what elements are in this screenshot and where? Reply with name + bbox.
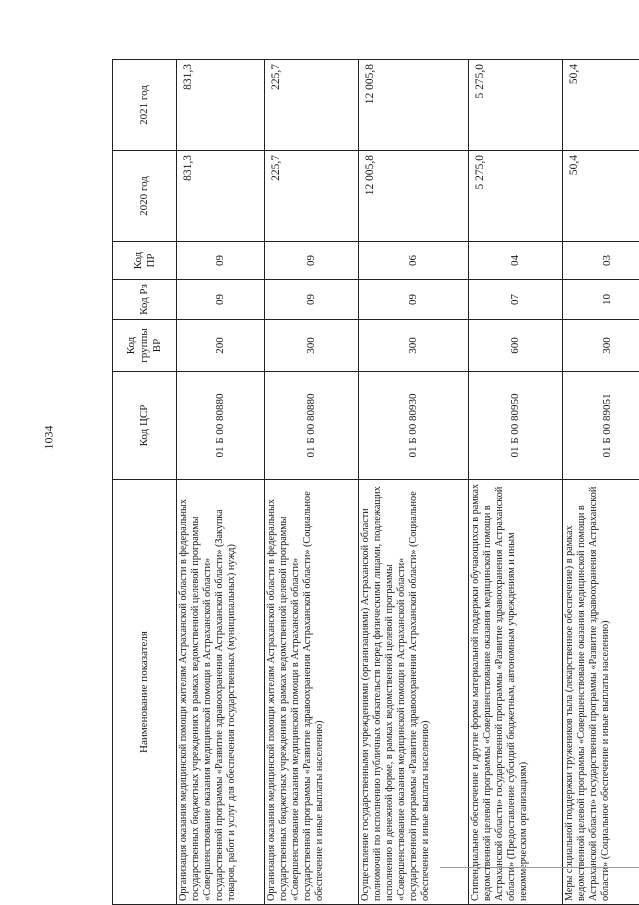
row-2021: 50,4 bbox=[563, 60, 639, 151]
row-vr: 300 bbox=[563, 320, 639, 372]
row-2020: 12 005,8 bbox=[359, 151, 469, 242]
row-2021: 5 275,0 bbox=[469, 60, 563, 151]
row-rz: 10 bbox=[563, 280, 639, 320]
row-name: Меры социальной поддержки тружеников тыла (лекарственное обеспечение) в рамках ведомственной целевой программы «Совершенствование оказания медицинской помощи в Астраханской области» государственной программы «Развитие здравоохранения Астраханской области» (Социальное обеспечение и иные выплаты населению) bbox=[563, 480, 639, 905]
row-pr: 06 bbox=[359, 242, 469, 280]
row-2020: 831,3 bbox=[177, 151, 265, 242]
row-vr: 300 bbox=[359, 320, 469, 372]
row-rz: 09 bbox=[265, 280, 359, 320]
row-name: Организация оказания медицинской помощи жителям Астраханской области в федеральных государственных бюджетных учреждениях в рамках ведомственной целевой программы «Совершенствование оказания медицинской помощи в Астраханской области» государственной программы «Развитие здравоохранения Астраханской области» (Социальное обеспечение и иные выплаты населению) bbox=[265, 480, 359, 905]
row-pr: 09 bbox=[177, 242, 265, 280]
row-pr: 09 bbox=[265, 242, 359, 280]
scan-edge-line bbox=[440, 867, 639, 868]
header-pr: Код ПР bbox=[113, 242, 177, 280]
row-2021: 831,3 bbox=[177, 60, 265, 151]
row-csr: 01 Б 00 80950 bbox=[469, 372, 563, 480]
row-name: Стипендиальное обеспечение и другие формы материальной поддержки обучающихся в рамках ведомственной целевой программы «Совершенствование оказания медицинской помощи в Астраханской области» государственной программы «Развитие здравоохранения Астраханской области» (Предоставление субсидий бюджетным, автономным учреждениям и иным некоммерческим организациям) bbox=[469, 480, 563, 905]
row-name: Осуществление государственными учреждениями (организациями) Астраханской области полномочий по исполнению публичных обязательств перед физическими лицами, подлежащих исполнению в денежной форме, в рамках ведомственной целевой программы «Совершенствование оказания медицинской помощи в Астраханской области» государственной программы «Развитие здравоохранения Астраханской области» (Социальное обеспечение и иные выплаты населению) bbox=[359, 480, 469, 905]
row-vr: 200 bbox=[177, 320, 265, 372]
table-row bbox=[177, 60, 265, 905]
row-rz: 07 bbox=[469, 280, 563, 320]
header-rz: Код Рз bbox=[113, 280, 177, 320]
budget-table-container bbox=[112, 60, 614, 905]
header-2021: 2021 год bbox=[113, 60, 177, 151]
table-header-row bbox=[113, 60, 177, 905]
table-row bbox=[359, 60, 469, 905]
page-number: 1034 bbox=[41, 425, 56, 450]
header-csr: Код ЦСР bbox=[113, 372, 177, 480]
row-pr: 04 bbox=[469, 242, 563, 280]
row-pr: 03 bbox=[563, 242, 639, 280]
table-row bbox=[469, 60, 563, 905]
row-csr: 01 Б 00 89051 bbox=[563, 372, 639, 480]
row-2021: 12 005,8 bbox=[359, 60, 469, 151]
budget-table bbox=[112, 59, 639, 905]
table-row bbox=[563, 60, 639, 905]
row-csr: 01 Б 00 80930 bbox=[359, 372, 469, 480]
row-2020: 225,7 bbox=[265, 151, 359, 242]
table-row bbox=[265, 60, 359, 905]
row-2020: 5 275,0 bbox=[469, 151, 563, 242]
row-csr: 01 Б 00 80880 bbox=[265, 372, 359, 480]
row-csr: 01 Б 00 80880 bbox=[177, 372, 265, 480]
row-name: Организация оказания медицинской помощи жителям Астраханской области в федеральных государственных бюджетных учреждениях в рамках ведомственной целевой программы «Совершенствование оказания медицинской помощи в Астраханской области» государственной программы «Развитие здравоохранения Астраханской области» (Закупка товаров, работ и услуг для обеспечения государственных (муниципальных) нужд) bbox=[177, 480, 265, 905]
row-2021: 225,7 bbox=[265, 60, 359, 151]
header-2020: 2020 год bbox=[113, 151, 177, 242]
header-vr: Код группы ВР bbox=[113, 320, 177, 372]
row-vr: 600 bbox=[469, 320, 563, 372]
row-rz: 09 bbox=[177, 280, 265, 320]
header-name: Наименование показателя bbox=[113, 480, 177, 905]
row-vr: 300 bbox=[265, 320, 359, 372]
row-rz: 09 bbox=[359, 280, 469, 320]
row-2020: 50,4 bbox=[563, 151, 639, 242]
